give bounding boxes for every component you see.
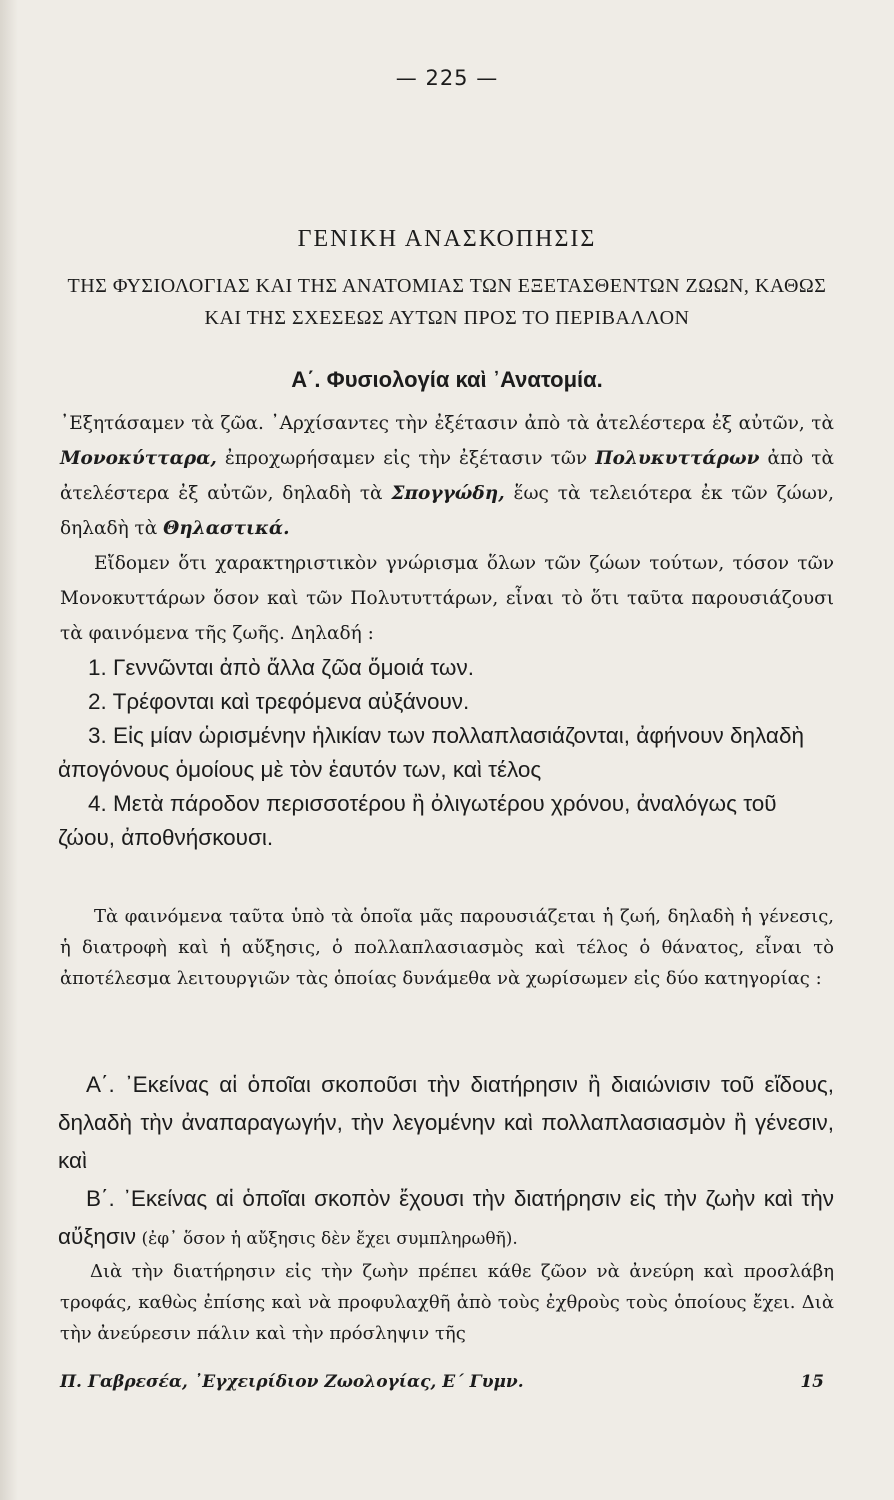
paragraph-preservation: Διὰ τὴν διατήρησιν εἰς τὴν ζωὴν πρέπει κάθε ζῶον νὰ ἀνεύρη καὶ προσλάβη τροφάς, καθὼς ἐπίσης καὶ νὰ προφυλαχθῆ ἀπὸ τοὺς ἐχθροὺς τοὺς ὁποίους ἔχει. Διὰ τὴν ἀνεύρεσιν πάλιν καὶ τὴν πρόσληψιν τῆς [60, 1261, 834, 1344]
function-categories [58, 1066, 834, 1258]
section-heading: Α΄. Φυσιολογία καὶ ᾿Ανατομία. [291, 367, 603, 392]
chapter-title: ΓΕΝΙΚΗ ΑΝΑΣΚΟΠΗΣΙΣ [297, 226, 597, 252]
term-monokyttara: Μονοκύτταρα, [60, 448, 217, 469]
paragraph-intro [60, 406, 834, 546]
term-thilastika: Θηλαστικά. [163, 518, 290, 539]
paragraph-intro-text: ἕως τὰ τελειότερα ἐκ τῶν ζώων, δηλαδὴ τὰ [60, 483, 834, 539]
footer-citation: Π. Γαβρεσέα, ᾿Εγχειρίδιον Ζωολογίας, Ε΄ Γυμν. [60, 1372, 524, 1392]
page-number: — 225 — [395, 66, 499, 90]
page-edge-shadow [0, 0, 18, 1500]
paragraph-intro-text: ἐπροχωρήσαμεν εἰς τὴν ἐξέτασιν τῶν [216, 448, 596, 469]
page-footer [60, 1372, 834, 1392]
paragraph-phenomena: Τὰ φαινόμενα ταῦτα ὑπὸ τὰ ὁποῖα μᾶς παρουσιάζεται ἡ ζωή, δηλαδὴ ἡ γένεσις, ἡ διατροφὴ καὶ ἡ αὔξησις, ὁ πολλαπλασιασμὸς καὶ τέλος ὁ θάνατος, εἶναι τὸ ἀποτέλεσμα λειτουργιῶν τὰς ὁποίας δυνάμεθα νὰ χωρίσωμεν εἰς δύο κατηγορίας : [60, 906, 834, 989]
list-item: 4. Μετὰ πάροδον περισσοτέρου ἢ ὀλιγωτέρου χρόνου, ἀναλόγως τοῦ ζώου, ἀποθνήσκουσι. [58, 791, 777, 850]
list-item: 3. Εἰς μίαν ὡρισμένην ἡλικίαν των πολλαπλασιάζονται, ἀφήνουν δηλαδὴ ἀπογόνους ὁμοίους μὲ τὸν ἑαυτόν των, καὶ τέλος [58, 723, 804, 782]
category-a: Α΄. ᾿Εκείνας αἱ ὁποῖαι σκοποῦσι τὴν διατήρησιν ἢ διαιώνισιν τοῦ εἴδους, δηλαδὴ τὴν ἀναπαραγωγήν, τὴν λεγομένην καὶ πολλαπλασιασμὸν ἢ γένεσιν, καὶ [58, 1072, 834, 1173]
list-item: 1. Γεννῶνται ἀπὸ ἄλλα ζῶα ὅμοιά των. [88, 655, 474, 680]
paragraph-intro-text: ᾿Εξητάσαμεν τὰ ζῶα. ᾿Αρχίσαντες τὴν ἐξέτασιν ἀπὸ τὰ ἀτελέστερα ἐξ αὐτῶν, τὰ [60, 413, 834, 434]
category-b [58, 1180, 834, 1258]
chapter-subtitle: ΤΗΣ ΦΥΣΙΟΛΟΓΙΑΣ ΚΑΙ ΤΗΣ ΑΝΑΤΟΜΙΑΣ ΤΩΝ ΕΞΕΤΑΣΘΕΝΤΩΝ ΖΩΩΝ, ΚΑΘΩΣ ΚΑΙ ΤΗΣ ΣΧΕΣΕΩΣ ΑΥΤΩΝ ΠΡΟΣ ΤΟ ΠΕΡΙΒΑΛΛΟΝ [67, 275, 827, 329]
term-polykyttara: Πολυκυττάρων [595, 448, 760, 469]
category-b-note: (ἐφ᾿ ὅσον ἡ αὔξησις δὲν ἔχει συμπληρωθῆ). [136, 1229, 518, 1249]
signature-mark: 15 [800, 1372, 824, 1392]
life-phenomena-list [58, 651, 834, 855]
category-b-text: Β΄. ᾿Εκείνας αἱ ὁποῖαι σκοπὸν ἔχουσι τὴν διατήρησιν εἰς τὴν ζωὴν καὶ τὴν αὔξησιν [58, 1186, 834, 1249]
paragraph-characteristics: Εἴδομεν ὅτι χαρακτηριστικὸν γνώρισμα ὅλων τῶν ζώων τούτων, τόσον τῶν Μονοκυττάρων ὅσον καὶ τῶν Πολυτυττάρων, εἶναι τὸ ὅτι ταῦτα παρουσιάζουσι τὰ φαινόμενα τῆς ζωῆς. Δηλαδή : [60, 553, 834, 644]
list-item: 2. Τρέφονται καὶ τρεφόμενα αὐξάνουν. [88, 689, 470, 714]
term-spongodi: Σπογγώδη, [391, 483, 505, 504]
paragraph-intro-text: ἀπὸ τὰ ἀτελέστερα ἐξ αὐτῶν, δηλαδὴ τὰ [60, 448, 834, 504]
